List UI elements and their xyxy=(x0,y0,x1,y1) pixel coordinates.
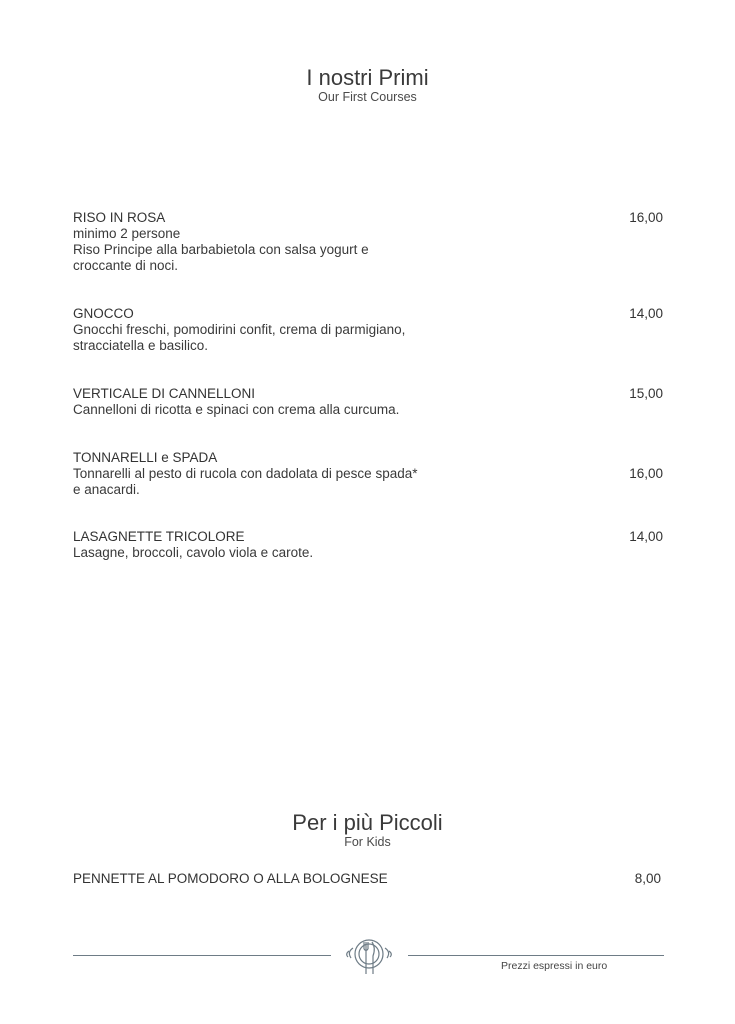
primi-header xyxy=(0,66,735,104)
menu-item xyxy=(73,529,663,561)
item-description: Tonnarelli al pesto di rucola con dadolata di pesce spada* xyxy=(73,466,418,481)
menu-item xyxy=(73,210,663,274)
item-name: VERTICALE DI CANNELLONI xyxy=(73,386,256,401)
menu-item xyxy=(73,306,663,354)
plate-fork-knife-icon xyxy=(339,934,399,980)
item-description: e anacardi. xyxy=(73,482,140,497)
item-name: LASAGNETTE TRICOLORE xyxy=(73,529,245,544)
menu-item xyxy=(73,871,663,887)
item-description: croccante di noci. xyxy=(73,258,179,273)
item-price: 16,00 xyxy=(629,210,663,225)
item-description: Riso Principe alla barbabietola con salsa yogurt e xyxy=(73,242,369,257)
footer-rule-right xyxy=(408,955,664,956)
item-description: Cannelloni di ricotta e spinaci con crema alla curcuma. xyxy=(73,402,400,417)
item-name: TONNARELLI e SPADA xyxy=(73,450,218,465)
price-note: Prezzi espressi in euro xyxy=(501,960,608,972)
item-price: 14,00 xyxy=(629,529,663,544)
item-price: 15,00 xyxy=(629,386,663,401)
section-subtitle: For Kids xyxy=(344,835,391,849)
section-title: I nostri Primi xyxy=(306,65,429,90)
menu-item xyxy=(73,450,663,498)
kids-header xyxy=(0,811,735,849)
item-price: 14,00 xyxy=(629,306,663,321)
item-description: Lasagne, broccoli, cavolo viola e carote. xyxy=(73,545,314,560)
item-name: GNOCCO xyxy=(73,306,134,321)
item-price: 8,00 xyxy=(634,871,661,886)
section-title: Per i più Piccoli xyxy=(292,810,443,835)
section-subtitle: Our First Courses xyxy=(318,90,417,104)
item-name: RISO IN ROSA xyxy=(73,210,166,225)
footer-rule-left xyxy=(73,955,331,956)
item-description: minimo 2 persone xyxy=(73,226,181,241)
item-description: Gnocchi freschi, pomodirini confit, crema di parmigiano, xyxy=(73,322,406,337)
item-name: PENNETTE AL POMODORO O ALLA BOLOGNESE xyxy=(73,871,388,886)
item-price: 16,00 xyxy=(629,466,663,481)
item-description: stracciatella e basilico. xyxy=(73,338,209,353)
menu-item xyxy=(73,386,663,418)
